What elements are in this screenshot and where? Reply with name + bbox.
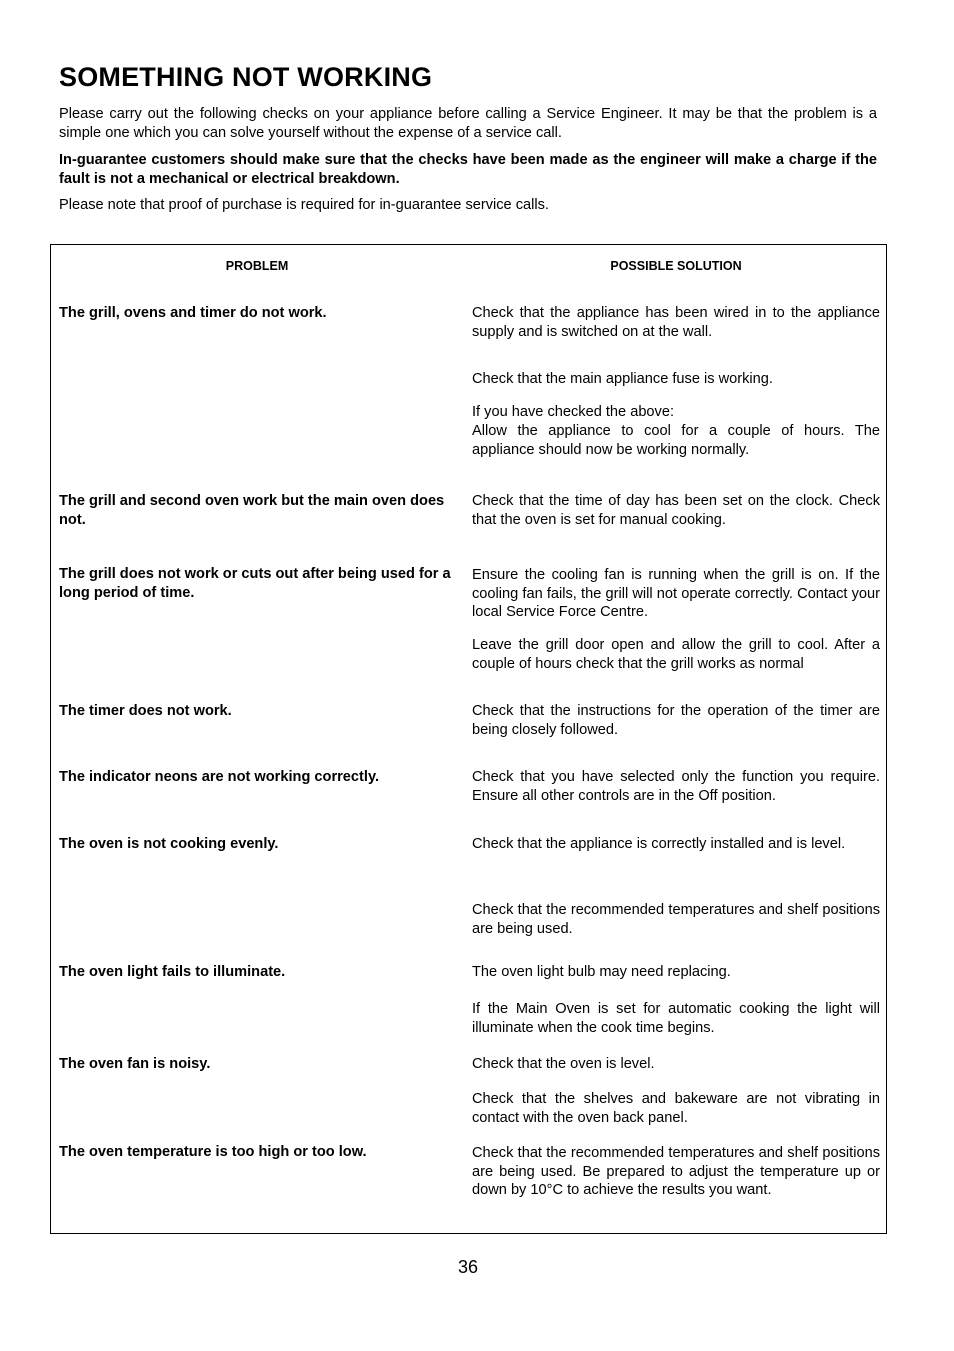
solution-item: Check that the oven is level. <box>472 1056 655 1072</box>
solution-item: Check that the appliance is correctly installed and is level. <box>472 836 846 852</box>
problem-item: The oven light fails to illuminate. <box>59 964 286 980</box>
problem-item: The oven fan is noisy. <box>59 1056 211 1072</box>
solution-item: Check that the appliance has been wired in to the appliance supply and is switched on at the wall. <box>472 305 880 340</box>
problem-item: The oven temperature is too high or too low. <box>59 1144 367 1160</box>
problem-item: The indicator neons are not working correctly. <box>59 769 380 785</box>
solution-item: If you have checked the above: <box>472 404 675 420</box>
solution-item: Check that the main appliance fuse is working. <box>472 371 773 387</box>
intro-paragraph: Please carry out the following checks on your appliance before calling a Service Engineer. It may be that the problem is a simple one which you can solve yourself without the expense of a service call. <box>59 106 877 141</box>
solution-item: Ensure the cooling fan is running when the grill is on. If the cooling fan fails, the grill will not operate correctly. Contact your local Service Force Centre. <box>472 567 880 620</box>
solution-item: If the Main Oven is set for automatic cooking the light will illuminate when the cook time begins. <box>472 1001 880 1036</box>
solution-column-header: POSSIBLE SOLUTION <box>610 259 742 273</box>
problem-item: The oven is not cooking evenly. <box>59 836 279 852</box>
problem-item: The grill, ovens and timer do not work. <box>59 305 327 321</box>
solution-item: Check that the time of day has been set on the clock. Check that the oven is set for manual cooking. <box>472 493 880 528</box>
solution-item: Check that you have selected only the function you require. Ensure all other controls are in the Off position. <box>472 769 880 804</box>
troubleshooting-table <box>50 244 887 1234</box>
problem-item: The timer does not work. <box>59 703 232 719</box>
guarantee-notice: In-guarantee customers should make sure that the checks have been made as the engineer will make a charge if the fault is not a mechanical or electrical breakdown. <box>59 152 877 187</box>
solution-item: Leave the grill door open and allow the grill to cool. After a couple of hours check that the grill works as normal <box>472 637 880 672</box>
page-number: 36 <box>457 1257 479 1277</box>
problem-item: The grill and second oven work but the main oven does not. <box>59 493 445 528</box>
solution-item: Allow the appliance to cool for a couple of hours. The appliance should now be working normally. <box>472 423 880 458</box>
page-title: SOMETHING NOT WORKING <box>59 62 433 92</box>
solution-item: Check that the recommended temperatures and shelf positions are being used. Be prepared to adjust the temperature up or down by 10°C to achieve the results you want. <box>472 1145 880 1198</box>
proof-of-purchase-note: Please note that proof of purchase is required for in-guarantee service calls. <box>59 197 549 213</box>
solution-item: Check that the shelves and bakeware are not vibrating in contact with the oven back panel. <box>472 1091 880 1126</box>
solution-item: Check that the recommended temperatures and shelf positions are being used. <box>472 902 880 937</box>
solution-item: Check that the instructions for the operation of the timer are being closely followed. <box>472 703 880 738</box>
solution-item: The oven light bulb may need replacing. <box>472 964 731 980</box>
problem-item: The grill does not work or cuts out after being used for a long period of time. <box>59 566 451 601</box>
problem-column-header: PROBLEM <box>225 259 289 273</box>
